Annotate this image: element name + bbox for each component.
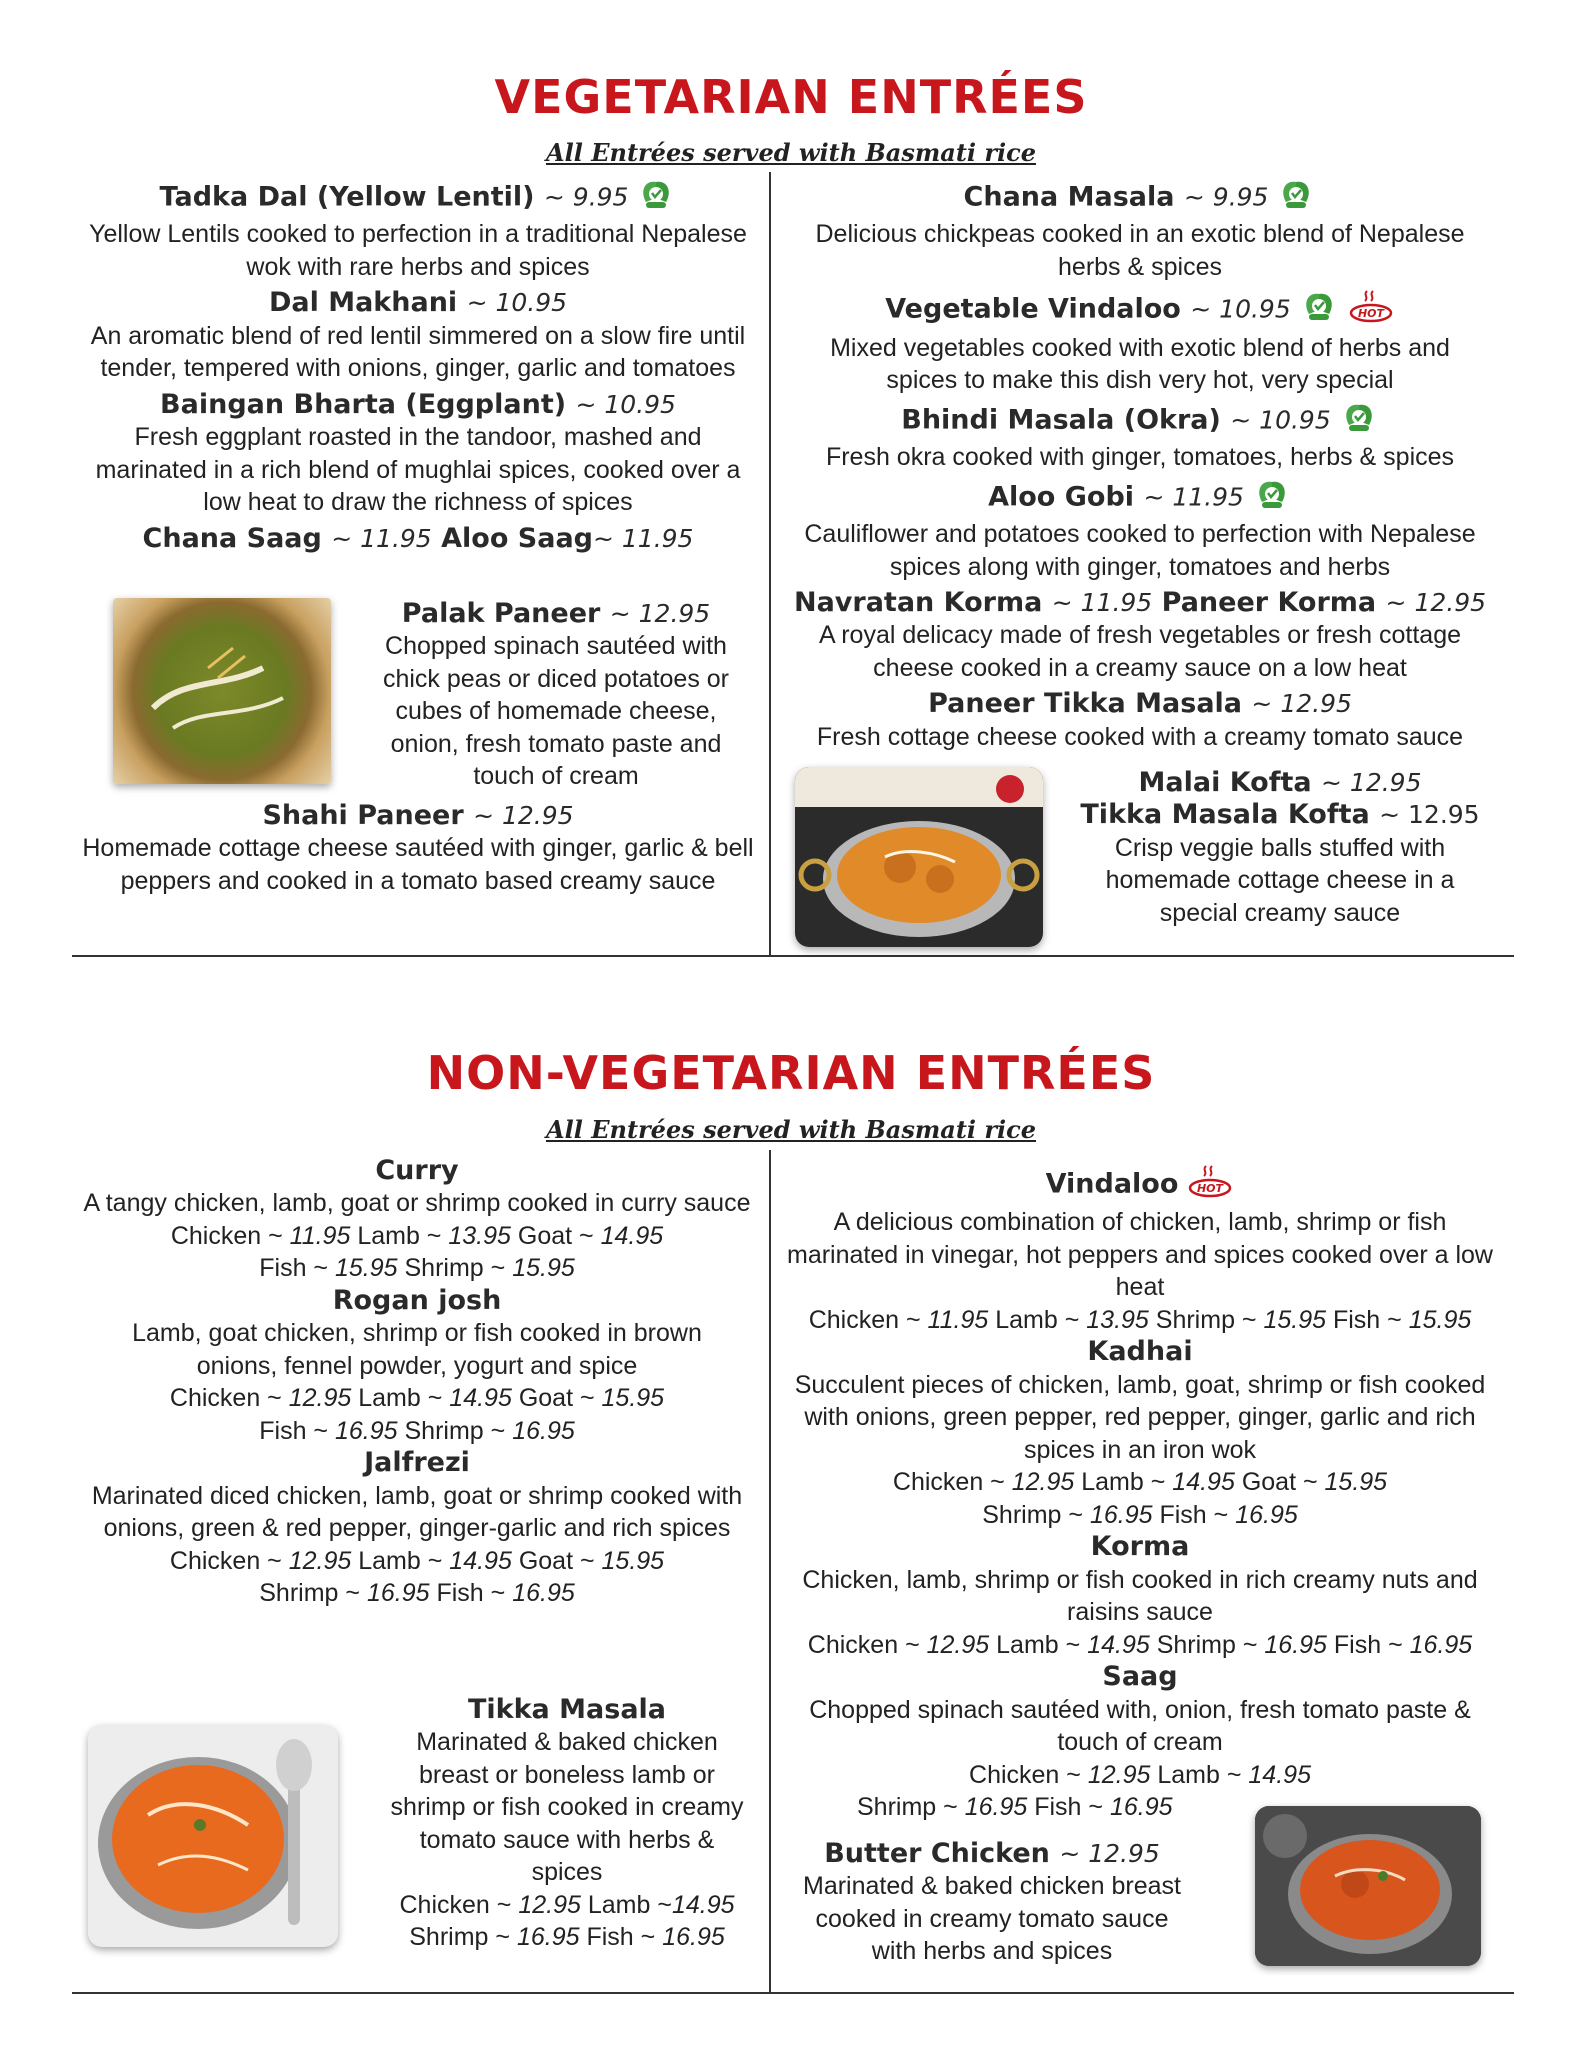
dish-description: An aromatic blend of red lentil simmered on a slow fire until tender, tempered with onions, ginger, garlic and tomatoes bbox=[90, 321, 746, 383]
dish-name: Dal Makhani bbox=[268, 287, 458, 319]
hot-chili-icon bbox=[1186, 1164, 1234, 1206]
dish-description: Delicious chickpeas cooked in an exotic blend of Nepalese herbs & spices bbox=[815, 220, 1465, 281]
dish-price: ~ 9.95 bbox=[1183, 182, 1269, 212]
dish-price: ~ 12.95 bbox=[1321, 768, 1422, 797]
veg-right-column bbox=[775, 178, 1505, 753]
dish-description: Chopped spinach sautéed with chick peas or diced potatoes or cubes of homemade cheese, onion, fresh tomato paste and touch of cream bbox=[382, 632, 730, 791]
dish-description: Fresh okra cooked with ginger, tomatoes, herbs & spices bbox=[825, 443, 1455, 472]
nonveg-column-divider bbox=[769, 1150, 771, 1992]
nonveg-bottom-rule bbox=[72, 1992, 1514, 1994]
dish-description: Marinated & baked chicken breast or boneless lamb or shrimp or fish cooked in creamy tomato sauce with herbs & spices bbox=[390, 1728, 744, 1887]
dish-price: ~ 11.95 bbox=[1051, 588, 1153, 618]
butter-chicken-block bbox=[772, 1838, 1212, 1968]
veg-section-title: VEGETARIAN ENTRÉES bbox=[494, 70, 1088, 124]
dish-description: A delicious combination of chicken, lamb, shrimp or fish marinated in vinegar, hot peppers and spices cooked over a low heat bbox=[787, 1208, 1493, 1302]
dish-chana-aloo-saag bbox=[78, 523, 758, 555]
dish-bhindi-masala bbox=[775, 401, 1505, 441]
dish-price: ~ 12.95 bbox=[609, 599, 711, 628]
dish-name: Shahi Paneer bbox=[262, 800, 464, 831]
dish-description: Fresh eggplant roasted in the tandoor, mashed and marinated in a rich blend of mughlai spices, cooked over a low heat to draw the richness of spices bbox=[95, 423, 741, 517]
dish-name: Chana Saag bbox=[142, 522, 322, 554]
dish-description: A royal delicacy made of fresh vegetables or fresh cottage cheese cooked in a creamy sauce on a low heat bbox=[818, 621, 1462, 682]
korma-prices: Chicken ~ 12.95 Lamb ~ 14.95 Shrimp ~ 16.95 Fish ~ 16.95 bbox=[807, 1630, 1473, 1659]
palak-paneer-block bbox=[362, 598, 750, 793]
tikka-prices: Chicken ~ 12.95 Lamb ~14.95 Shrimp ~ 16.95 Fish ~ 16.95 bbox=[399, 1890, 735, 1952]
dish-saag: Saag bbox=[1102, 1661, 1178, 1693]
dish-name: Tadka Dal (Yellow Lentil) bbox=[159, 181, 535, 213]
veg-left-column bbox=[78, 178, 758, 555]
dish-shahi-paneer bbox=[78, 800, 758, 832]
dish-description: Crisp veggie balls stuffed with homemade cottage cheese in a special creamy sauce bbox=[1105, 833, 1455, 927]
dish-name: Vegetable Vindaloo bbox=[885, 294, 1181, 326]
shahi-paneer-block bbox=[78, 800, 758, 897]
dish-name: Navratan Korma bbox=[793, 587, 1043, 619]
hot-chili-icon bbox=[1347, 289, 1395, 331]
dish-palak-paneer bbox=[362, 598, 750, 630]
dish-price: ~ 10.95 bbox=[466, 288, 568, 318]
dish-aloo-gobi bbox=[775, 478, 1505, 518]
dish-description: Homemade cottage cheese sautéed with ginger, garlic & bell peppers and cooked in a tomato based creamy sauce bbox=[82, 834, 754, 895]
dish-description: Fresh cottage cheese cooked with a creamy tomato sauce bbox=[816, 722, 1464, 751]
butter-chicken-photo bbox=[1255, 1806, 1481, 1966]
rogan-prices: Chicken ~ 12.95 Lamb ~ 14.95 Goat ~ 15.95 Fish ~ 16.95 Shrimp ~ 16.95 bbox=[169, 1384, 665, 1445]
kadhai-prices: Chicken ~ 12.95 Lamb ~ 14.95 Goat ~ 15.95 Shrimp ~ 16.95 Fish ~ 16.95 bbox=[892, 1468, 1388, 1529]
dish-name: Paneer Tikka Masala bbox=[928, 688, 1243, 720]
nonveg-section-title: NON-VEGETARIAN ENTRÉES bbox=[426, 1046, 1156, 1100]
dish-price: ~ 12.95 bbox=[1059, 1839, 1160, 1868]
veg-column-divider bbox=[769, 172, 771, 956]
dish-curry: Curry bbox=[375, 1155, 459, 1186]
nonveg-right-column bbox=[775, 1158, 1505, 1824]
dish-price: ~ 11.95 bbox=[331, 523, 432, 553]
veg-bottom-rule bbox=[72, 955, 1514, 957]
dish-name: Paneer Korma bbox=[1161, 587, 1377, 619]
dish-rogan-josh: Rogan josh bbox=[332, 1284, 502, 1316]
curry-prices: Chicken ~ 11.95 Lamb ~ 13.95 Goat ~ 14.95 Fish ~ 15.95 Shrimp ~ 15.95 bbox=[170, 1221, 664, 1283]
saag-prices-2: Shrimp ~ 16.95 Fish ~ 16.95 bbox=[857, 1793, 1173, 1822]
dish-price: ~ 10.95 bbox=[1230, 405, 1331, 435]
nonveg-left-column bbox=[82, 1155, 752, 1610]
dish-kadhai: Kadhai bbox=[1087, 1336, 1193, 1368]
dish-baingan-bharta bbox=[78, 389, 758, 421]
dish-price: ~ 12.95 bbox=[1385, 588, 1487, 618]
dish-jalfrezi: Jalfrezi bbox=[364, 1447, 470, 1479]
dish-paneer-tikka-masala bbox=[775, 688, 1505, 720]
vegan-icon bbox=[1339, 401, 1379, 441]
dish-description: A tangy chicken, lamb, goat or shrimp cooked in curry sauce bbox=[83, 1189, 751, 1218]
dish-price: ~ 10.95 bbox=[1190, 295, 1291, 325]
dish-description: Marinated diced chicken, lamb, goat or shrimp cooked with onions, green & red pepper, ginger-garlic and rich spices bbox=[91, 1481, 743, 1543]
dish-description: Chopped spinach sautéed with, onion, fresh tomato paste & touch of cream bbox=[809, 1695, 1471, 1757]
hot-badge-text: HOT bbox=[1357, 307, 1384, 321]
dish-name: Vindaloo bbox=[1045, 1168, 1179, 1200]
saag-prices: Chicken ~ 12.95 Lamb ~ 14.95 bbox=[969, 1760, 1311, 1789]
vegan-icon bbox=[1299, 290, 1339, 330]
dish-vindaloo bbox=[775, 1164, 1505, 1206]
vindaloo-prices: Chicken ~ 11.95 Lamb ~ 13.95 Shrimp ~ 15.95 Fish ~ 15.95 bbox=[808, 1305, 1472, 1334]
jalfrezi-prices: Chicken ~ 12.95 Lamb ~ 14.95 Goat ~ 15.95 Shrimp ~ 16.95 Fish ~ 16.95 bbox=[169, 1546, 665, 1608]
dish-description: Cauliflower and potatoes cooked to perfection with Nepalese spices along with ginger, tomatoes and herbs bbox=[804, 520, 1476, 581]
veg-section-subtitle: All Entrées served with Basmati rice bbox=[545, 138, 1037, 167]
dish-name: Bhindi Masala (Okra) bbox=[901, 404, 1221, 436]
vegan-icon bbox=[1252, 478, 1292, 518]
vegan-icon bbox=[1276, 178, 1316, 218]
dish-description: Mixed vegetables cooked with exotic blend of herbs and spices to make this dish very hot, very special bbox=[830, 333, 1450, 395]
dish-price: ~ 12.95 bbox=[1251, 689, 1352, 719]
dish-name: Butter Chicken bbox=[824, 1838, 1050, 1869]
malai-kofta-block bbox=[1070, 767, 1490, 929]
dish-description: Lamb, goat chicken, shrimp or fish cooked in brown onions, fennel powder, yogurt and spice bbox=[132, 1319, 702, 1380]
palak-paneer-photo bbox=[113, 598, 331, 784]
dish-chana-masala bbox=[775, 178, 1505, 218]
dish-korma: Korma bbox=[1090, 1531, 1190, 1563]
dish-tikka-masala: Tikka Masala bbox=[467, 1694, 667, 1725]
dish-price: ~ 12.95 bbox=[473, 801, 574, 830]
dish-tikka-masala-kofta bbox=[1070, 799, 1490, 831]
dish-navratan-paneer-korma bbox=[775, 587, 1505, 619]
dish-butter-chicken bbox=[772, 1838, 1212, 1870]
nonveg-section-subtitle: All Entrées served with Basmati rice bbox=[545, 1115, 1037, 1144]
dish-description: Marinated & baked chicken breast cooked in creamy tomato sauce with herbs and spices bbox=[803, 1872, 1181, 1966]
dish-name: Aloo Saag bbox=[441, 522, 593, 554]
dish-dal-makhani bbox=[78, 287, 758, 319]
dish-description: Chicken, lamb, shrimp or fish cooked in rich creamy nuts and raisins sauce bbox=[802, 1565, 1478, 1627]
dish-price: ~ 10.95 bbox=[575, 389, 676, 419]
tikka-masala-photo bbox=[88, 1725, 338, 1947]
dish-malai-kofta bbox=[1070, 767, 1490, 799]
dish-price: ~ 11.95 bbox=[593, 523, 694, 553]
dish-description: Succulent pieces of chicken, lamb, goat, shrimp or fish cooked with onions, green pepper, red pepper, ginger, garlic and rich spices in an iron wok bbox=[794, 1370, 1486, 1464]
dish-name: Palak Paneer bbox=[401, 598, 601, 629]
dish-name: Chana Masala bbox=[963, 181, 1175, 213]
dish-price: ~ 12.95 bbox=[1379, 800, 1480, 830]
dish-price: ~ 9.95 bbox=[543, 182, 629, 212]
dish-description: Yellow Lentils cooked to perfection in a traditional Nepalese wok with rare herbs and spices bbox=[89, 220, 747, 281]
dish-name: Aloo Gobi bbox=[988, 481, 1135, 513]
dish-price: ~ 11.95 bbox=[1143, 482, 1244, 512]
malai-kofta-photo bbox=[795, 767, 1043, 947]
vegan-icon bbox=[636, 178, 676, 218]
dish-tadka-dal bbox=[78, 178, 758, 218]
hot-badge-text: HOT bbox=[1197, 1182, 1224, 1195]
dish-vegetable-vindaloo bbox=[775, 289, 1505, 331]
dish-name: Baingan Bharta (Eggplant) bbox=[160, 388, 567, 420]
dish-name: Malai Kofta bbox=[1138, 767, 1312, 798]
tikka-masala-block bbox=[372, 1694, 762, 1954]
dish-name: Tikka Masala Kofta bbox=[1080, 799, 1370, 831]
